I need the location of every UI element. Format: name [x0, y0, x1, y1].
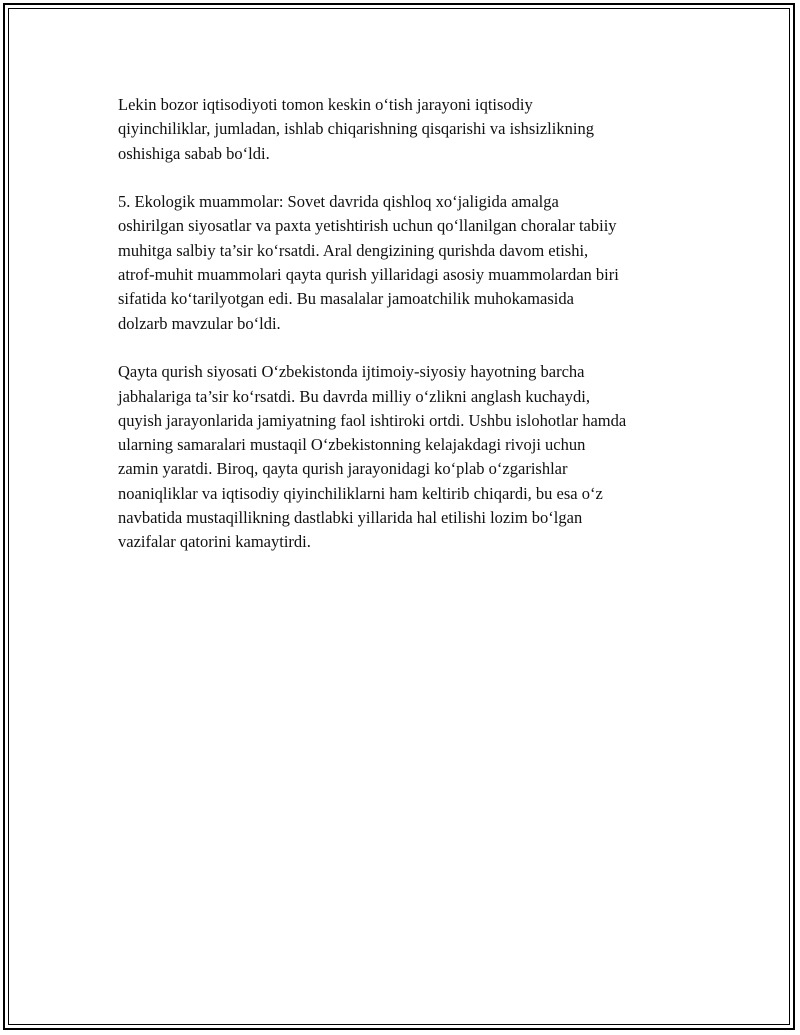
- text-line: dolzarb mavzular bo‘ldi.: [118, 313, 281, 333]
- paragraph-economy: [118, 93, 698, 166]
- text-line: zamin yaratdi. Biroq, qayta qurish jarayonidagi ko‘plab o‘zgarishlar: [118, 459, 568, 479]
- text-line: navbatida mustaqillikning dastlabki yillarida hal etilishi lozim bo‘lgan: [118, 508, 583, 528]
- text-line: sifatida ko‘tarilyotgan edi. Bu masalalar jamoatchilik muhokamasida: [118, 289, 574, 309]
- text-line: oshishiga sabab bo‘ldi.: [118, 143, 270, 163]
- text-line: atrof-muhit muammolari qayta qurish yillaridagi asosiy muammolardan biri: [118, 265, 619, 285]
- text-line: jabhalariga ta’sir ko‘rsatdi. Bu davrda milliy o‘zlikni anglash kuchaydi,: [118, 386, 590, 406]
- text-line: oshirilgan siyosatlar va paxta yetishtirish uchun qo‘llanilgan choralar tabiiy: [118, 216, 617, 236]
- text-line: qiyinchiliklar, jumladan, ishlab chiqarishning qisqarishi va ishsizlikning: [118, 119, 594, 139]
- paragraph-ecology: [118, 190, 698, 336]
- text-line: 5. Ekologik muammolar: Sovet davrida qishloq xo‘jaligida amalga: [118, 192, 559, 212]
- text-line: muhitga salbiy ta’sir ko‘rsatdi. Aral dengizining qurishda davom etishi,: [118, 240, 589, 260]
- paragraph-conclusion: [118, 360, 698, 554]
- document-body: [118, 93, 698, 579]
- text-line: ularning samaralari mustaqil O‘zbekistonning kelajakdagi rivoji uchun: [118, 435, 586, 455]
- text-line: Lekin bozor iqtisodiyoti tomon keskin o‘tish jarayoni iqtisodiy: [118, 95, 533, 114]
- text-line: Qayta qurish siyosati O‘zbekistonda ijtimoiy-siyosiy hayotning barcha: [118, 362, 585, 382]
- text-line: vazifalar qatorini kamaytirdi.: [118, 532, 311, 552]
- text-line: quyish jarayonlarida jamiyatning faol ishtiroki ortdi. Ushbu islohotlar hamda: [118, 410, 627, 430]
- text-line: noaniqliklar va iqtisodiy qiyinchiliklarni ham keltirib chiqardi, bu esa o‘z: [118, 483, 603, 503]
